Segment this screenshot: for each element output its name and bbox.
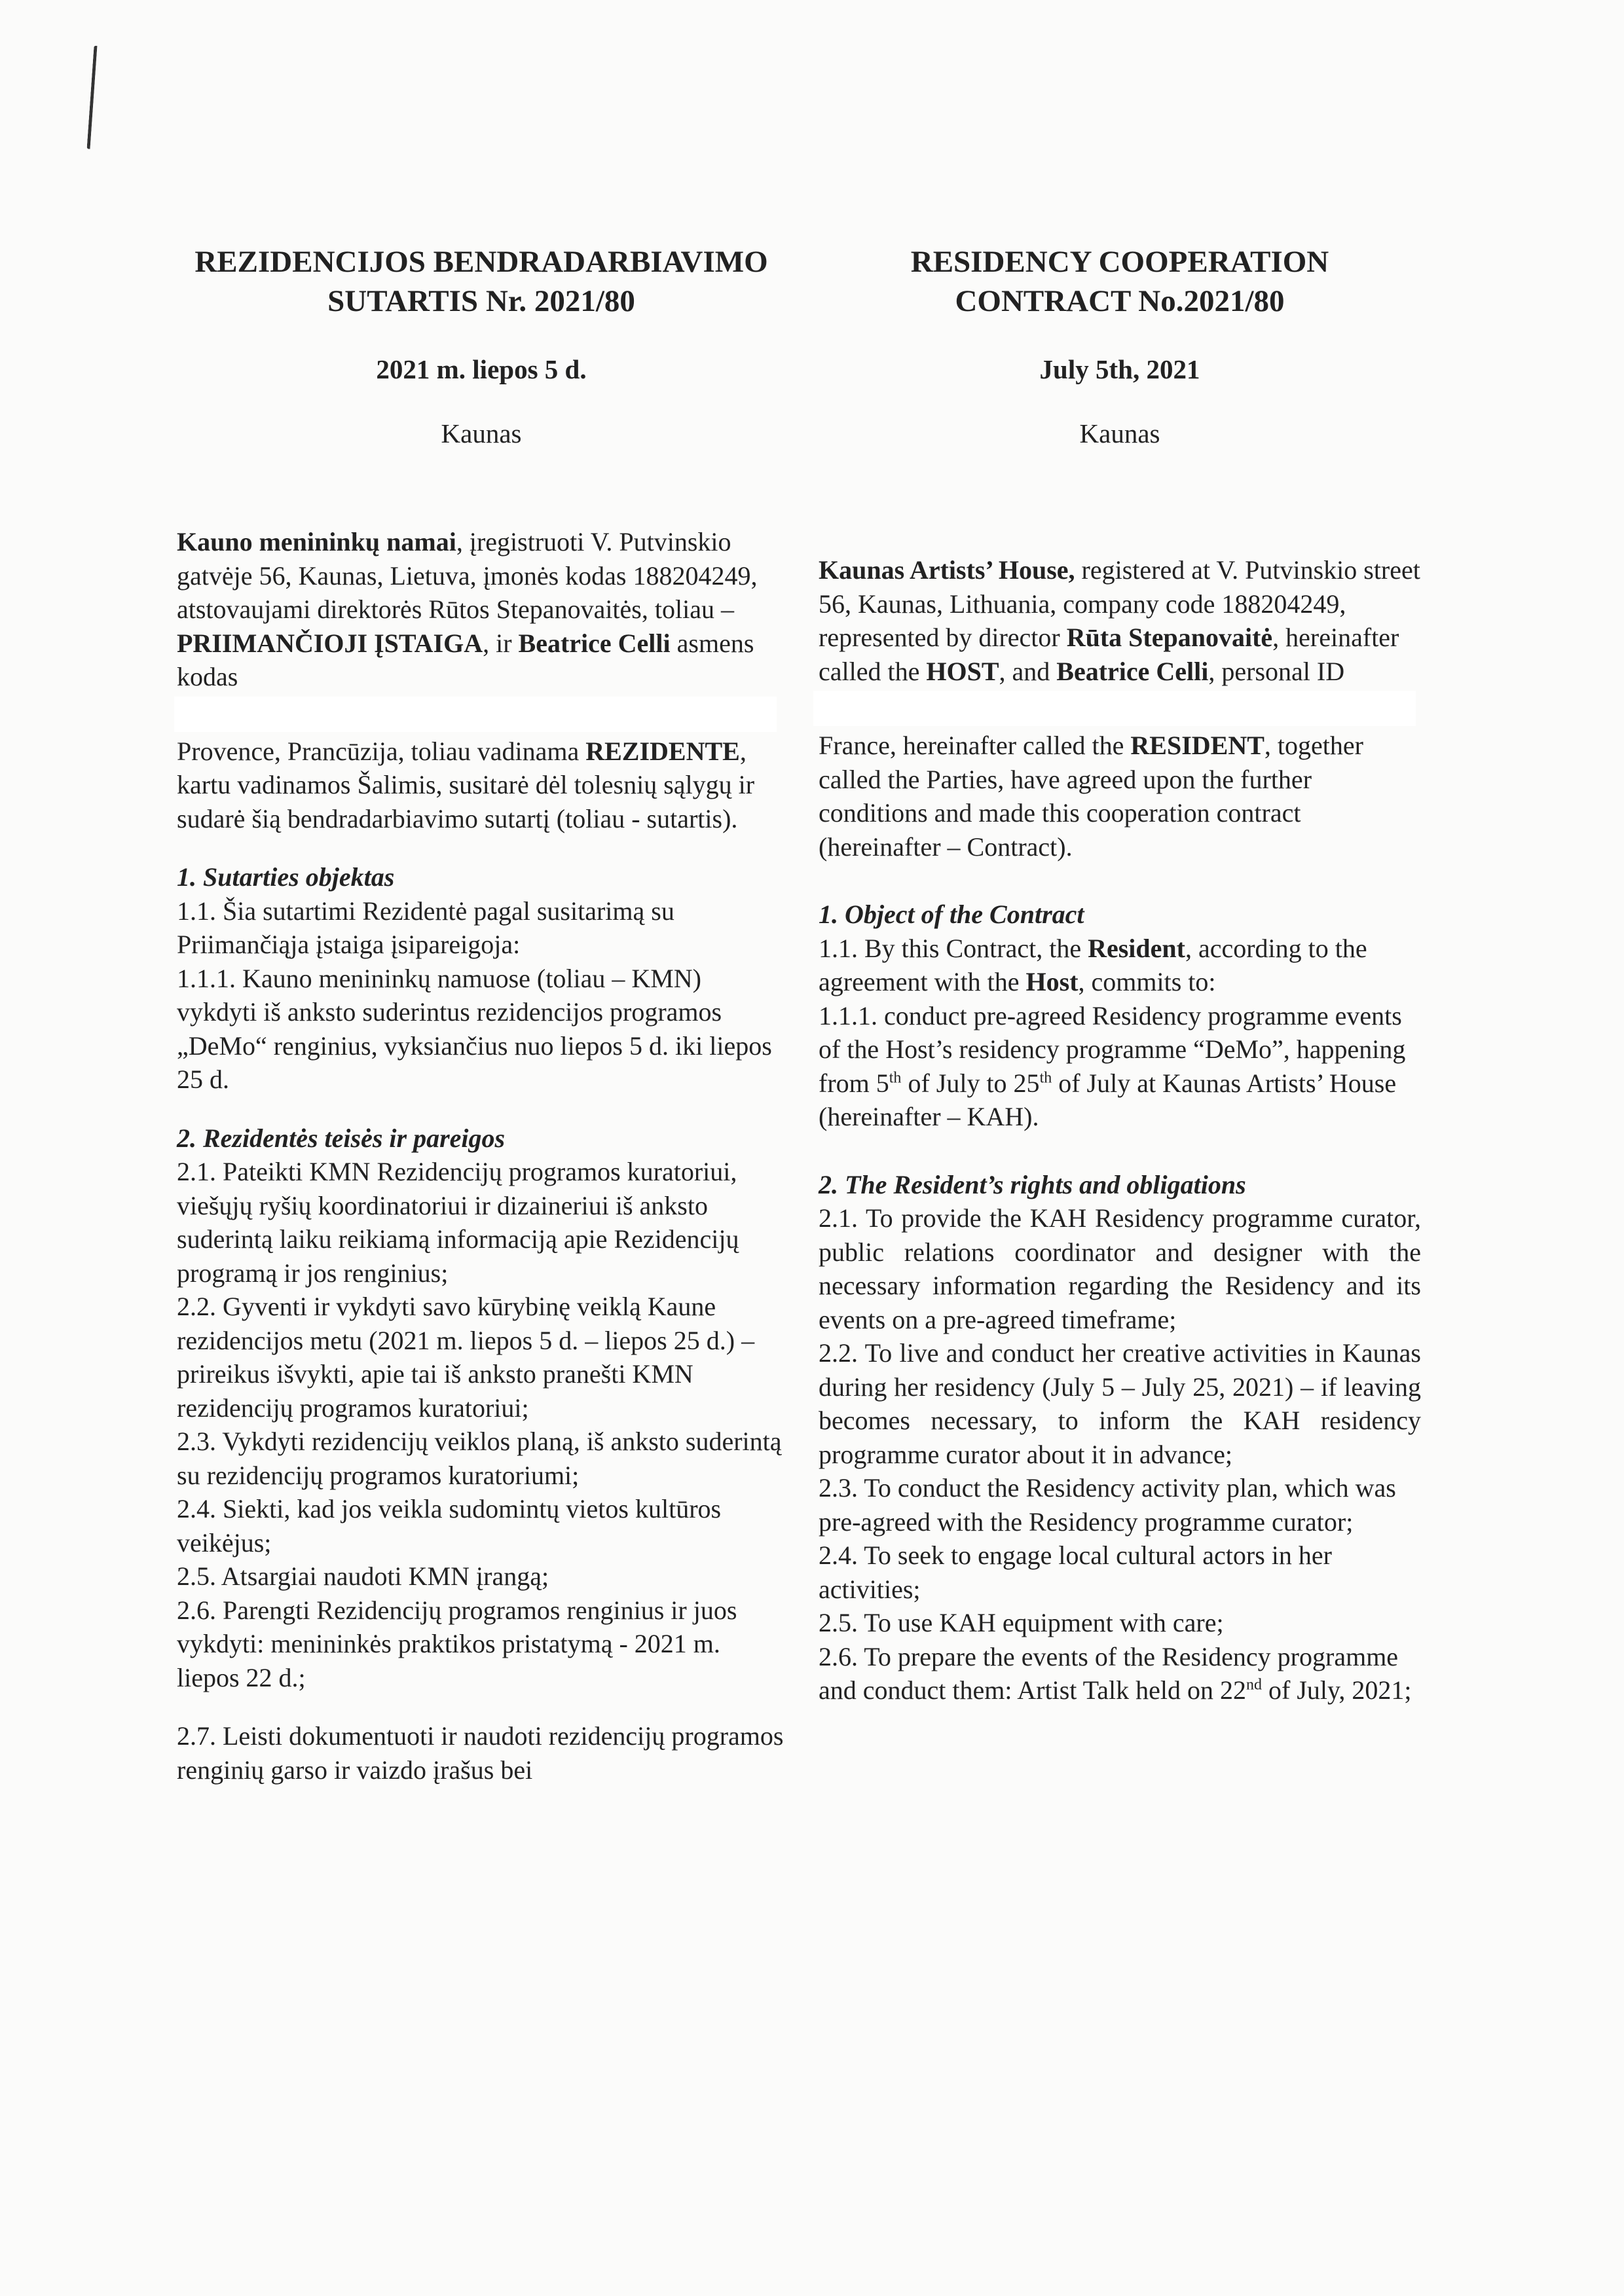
intro-en-text3: , and xyxy=(999,656,1057,686)
section2-heading-en: 2. The Resident’s rights and obligations xyxy=(819,1169,1246,1199)
title-lt-line2: SUTARTIS Nr. 2021/80 xyxy=(327,284,635,318)
redaction-box xyxy=(174,697,777,732)
intro-lt xyxy=(177,525,786,694)
section2-item-lt: 2.4. Siekti, kad jos veikla sudomintų vietos kultūros veikėjus; xyxy=(177,1494,722,1558)
redaction-box xyxy=(813,691,1416,726)
s1-p1-host: Host xyxy=(1025,967,1079,996)
intro-en-text4: , personal ID xyxy=(1208,656,1345,686)
intro-lt-name: Kauno menininkų namai xyxy=(177,527,456,556)
s1-p1c: , commits to: xyxy=(1078,967,1216,996)
s2-6b: of July, 2021; xyxy=(1262,1675,1412,1705)
intro-en-cont xyxy=(819,729,1421,864)
title-en-line2: CONTRACT No.2021/80 xyxy=(955,284,1285,318)
intro-lt-resident-label: REZIDENTE xyxy=(585,736,740,766)
intro-en-name: Kaunas Artists’ House, xyxy=(819,555,1075,585)
s1-p2b: of July to 25 xyxy=(901,1068,1040,1098)
intro-lt-resident: Beatrice Celli xyxy=(518,628,671,658)
section2-item-en: 2.4. To seek to engage local cultural actors in her activities; xyxy=(819,1540,1332,1604)
intro-lt-text3: asmens kodas xyxy=(177,628,754,691)
s1-p2-sup2: th xyxy=(1039,1069,1052,1087)
s1-p1a: 1.1. By this Contract, the xyxy=(819,933,1088,963)
section1-p2-en xyxy=(819,999,1421,1134)
date-lt: 2021 m. liepos 5 d. xyxy=(376,354,587,384)
title-lt-line1: REZIDENCIJOS BENDRADARBIAVIMO xyxy=(194,245,768,279)
intro-en-text6: , together called the Parties, have agreed upon the further conditions and made this cooperation contract (hereinafter – Contract). xyxy=(819,731,1363,862)
date-en: July 5th, 2021 xyxy=(1039,354,1200,384)
section1-heading-lt: 1. Sutarties objektas xyxy=(177,862,395,892)
section2-heading-lt: 2. Rezidentės teisės ir pareigos xyxy=(177,1123,506,1153)
section2-item-lt: 2.2. Gyventi ir vykdyti savo kūrybinę veiklą Kaune rezidencijos metu (2021 m. liepos 5 d. – liepos 25 d.) – prireikus išvykti, apie tai iš anksto pranešti KMN rezidencijų programos kuratoriui; xyxy=(177,1292,755,1423)
intro-en-text1: registered at V. Putvinskio street 56, Kaunas, Lithuania, company code 188204249, represented by director xyxy=(819,555,1420,652)
intro-lt-text5: , kartu vadinamos Šalimis, susitarė dėl tolesnių sąlygų ir sudarė šią bendradarbiavimo sutartį (toliau - sutartis). xyxy=(177,736,755,833)
section2-item-lt: 2.5. Atsargiai naudoti KMN įrangą; xyxy=(177,1561,549,1591)
intro-en-resident-label: RESIDENT xyxy=(1130,731,1264,760)
place-en: Kaunas xyxy=(1079,418,1160,448)
title-en xyxy=(819,242,1421,321)
intro-lt-cont xyxy=(177,735,786,836)
place-lt: Kaunas xyxy=(441,418,522,448)
intro-lt-text1: , įregistruoti V. Putvinskio gatvėje 56, Kaunas, Lietuva, įmonės kodas 188204249, atstovaujami direktorės Rūtos Stepanovaitės, toliau – xyxy=(177,527,758,624)
body-lt xyxy=(177,525,786,1787)
intro-en xyxy=(819,553,1421,688)
intro-en-text5: France, hereinafter called the xyxy=(819,731,1131,760)
section2-item-en: 2.2. To live and conduct her creative activities in Kaunas during her residency (July 5 – July 25, 2021) – if leaving becomes necessary, to inform the KAH residency programme curator about it in advance; xyxy=(819,1338,1421,1469)
section2-item-en: 2.5. To use KAH equipment with care; xyxy=(819,1608,1224,1637)
s1-p2-sup1: th xyxy=(889,1069,902,1087)
section2-item-en: 2.3. To conduct the Residency activity plan, which was pre-agreed with the Residency programme curator; xyxy=(819,1473,1396,1537)
body-en xyxy=(819,553,1421,1707)
section2-item-lt: 2.3. Vykdyti rezidencijų veiklos planą, iš anksto suderintą su rezidencijų programos kuratoriumi; xyxy=(177,1427,782,1490)
s1-p1-resident: Resident xyxy=(1088,933,1185,963)
section1-p1-lt: 1.1. Šia sutartimi Rezidentė pagal susitarimą su Priimančiąja įstaiga įsipareigoja: xyxy=(177,896,674,959)
section1-heading-en: 1. Object of the Contract xyxy=(819,900,1084,929)
s1-p2c: of July at Kaunas Artists’ House (hereinafter – KAH). xyxy=(819,1068,1397,1131)
s2-6a: 2.6. To prepare the events of the Residency programme and conduct them: Artist Talk held on 22 xyxy=(819,1641,1399,1705)
column-english xyxy=(819,242,1421,1705)
intro-en-resident: Beatrice Celli xyxy=(1056,656,1209,686)
section2-item-en: 2.1. To provide the KAH Residency programme curator, public relations coordinator and designer with the necessary information regarding the Residency and its events on a pre-agreed timeframe; xyxy=(819,1203,1421,1334)
intro-en-text2: , hereinafter called the xyxy=(819,623,1399,686)
section2-item-lt: 2.7. Leisti dokumentuoti ir naudoti rezidencijų programos renginių garso ir vaizdo įrašus bei xyxy=(177,1721,784,1785)
scan-mark xyxy=(87,46,103,150)
column-lithuanian xyxy=(177,242,786,1785)
section1-p1-en xyxy=(819,932,1421,999)
section2-item-lt: 2.6. Parengti Rezidencijų programos renginius ir juos vykdyti: menininkės praktikos pristatymą - 2021 m. liepos 22 d.; xyxy=(177,1595,737,1692)
section2-item-lt: 2.1. Pateikti KMN Rezidencijų programos kuratoriui, viešųjų ryšių koordinatoriui ir dizaineriui iš anksto suderintą laiku reikiamą informaciją apie Rezidencijų programą ir jos renginius; xyxy=(177,1157,739,1288)
intro-lt-text2: , ir xyxy=(483,628,519,658)
intro-en-host: HOST xyxy=(926,656,999,686)
intro-lt-text4: Provence, Prancūzija, toliau vadinama xyxy=(177,736,586,766)
section2-item-en xyxy=(819,1640,1421,1707)
title-lt xyxy=(177,242,786,321)
section1-p2-lt: 1.1.1. Kauno menininkų namuose (toliau – KMN) vykdyti iš anksto suderintus rezidencijos programos „DeMo“ renginius, vyksiančius nuo liepos 5 d. iki liepos 25 d. xyxy=(177,963,772,1094)
title-en-line1: RESIDENCY COOPERATION xyxy=(910,245,1329,279)
s1-p1b: , according to the agreement with the xyxy=(819,933,1367,996)
intro-en-director: Rūta Stepanovaitė xyxy=(1066,623,1273,652)
s1-p2a: 1.1.1. conduct pre-agreed Residency programme events of the Host’s residency programme “DeMo”, happening from 5 xyxy=(819,1000,1406,1098)
intro-lt-host: PRIIMANČIOJI ĮSTAIGA xyxy=(177,628,483,658)
s2-6-sup: nd xyxy=(1246,1676,1263,1694)
